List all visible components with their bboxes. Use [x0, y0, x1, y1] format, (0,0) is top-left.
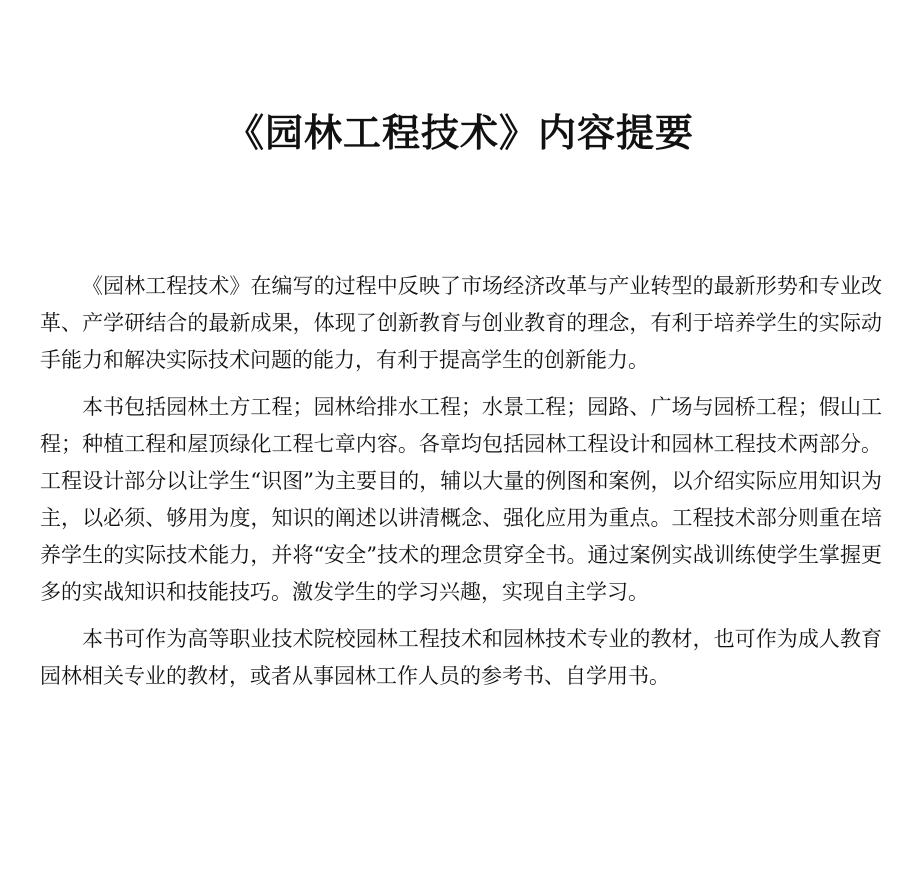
paragraph-3: 本书可作为高等职业技术院校园林工程技术和园林技术专业的教材，也可作为成人教育园林相关专业的教材，或者从事园林工作人员的参考书、自学用书。	[40, 627, 882, 688]
page-title: 《园林工程技术》内容提要	[225, 110, 694, 155]
paragraph-2: 本书包括园林土方工程；园林给排水工程；水景工程；园路、广场与园桥工程；假山工程；种植工程和屋顶绿化工程七章内容。各章均包括园林工程设计和园林工程技术两部分。工程设计部分以让学生“识图”为主要目的，辅以大量的例图和案例，以介绍实际应用知识为主，以必须、够用为度，知识的阐述以讲清概念、强化应用为重点。工程技术部分则重在培养学生的实际技术能力，并将“安全”技术的理念贯穿全书。通过案例实战训练使学生掌握更多的实战知识和技能技巧。激发学生的学习兴趣，实现自主学习。	[40, 395, 882, 604]
paragraph-1: 《园林工程技术》在编写的过程中反映了市场经济改革与产业转型的最新形势和专业改革、产学研结合的最新成果，体现了创新教育与创业教育的理念，有利于培养学生的实际动手能力和解决实际技术问题的能力，有利于提高学生的创新能力。	[40, 274, 882, 372]
document-body	[40, 268, 882, 705]
